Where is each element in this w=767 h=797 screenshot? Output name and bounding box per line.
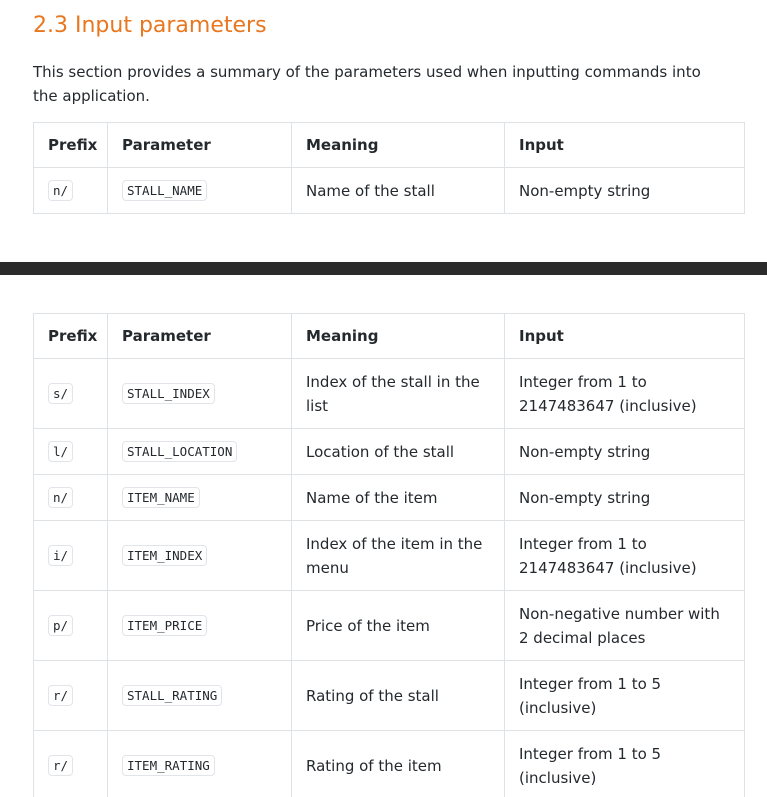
parameter-cell xyxy=(108,429,292,475)
input-cell: Non-empty string xyxy=(505,475,745,521)
meaning-cell: Index of the stall in the list xyxy=(292,359,505,429)
prefix-code: i/ xyxy=(48,545,73,566)
header-prefix: Prefix xyxy=(34,314,108,359)
meaning-cell: Name of the stall xyxy=(292,168,505,214)
parameter-cell xyxy=(108,475,292,521)
header-meaning: Meaning xyxy=(292,314,505,359)
table-row xyxy=(34,731,745,797)
prefix-cell xyxy=(34,168,108,214)
parameter-cell xyxy=(108,521,292,591)
prefix-cell xyxy=(34,475,108,521)
header-input: Input xyxy=(505,314,745,359)
input-cell: Integer from 1 to 5 (inclusive) xyxy=(505,731,745,797)
input-cell: Integer from 1 to 2147483647 (inclusive) xyxy=(505,359,745,429)
input-cell: Integer from 1 to 5 (inclusive) xyxy=(505,661,745,731)
input-cell: Non-empty string xyxy=(505,168,745,214)
table-row xyxy=(34,168,745,214)
prefix-code: s/ xyxy=(48,383,73,404)
parameter-code: ITEM_NAME xyxy=(122,487,200,508)
parameter-cell xyxy=(108,731,292,797)
parameter-cell xyxy=(108,359,292,429)
header-parameter: Parameter xyxy=(108,123,292,168)
prefix-cell xyxy=(34,591,108,661)
section-title: 2.3 Input parameters xyxy=(33,13,267,38)
header-parameter: Parameter xyxy=(108,314,292,359)
parameter-code: STALL_NAME xyxy=(122,180,207,201)
parameter-cell xyxy=(108,591,292,661)
parameter-code: ITEM_INDEX xyxy=(122,545,207,566)
parameter-cell xyxy=(108,168,292,214)
meaning-cell: Location of the stall xyxy=(292,429,505,475)
parameters-table-top xyxy=(33,122,745,214)
parameters-table-bottom xyxy=(33,313,745,797)
prefix-code: p/ xyxy=(48,615,73,636)
table-row xyxy=(34,359,745,429)
header-prefix: Prefix xyxy=(34,123,108,168)
table-row xyxy=(34,475,745,521)
section-intro: This section provides a summary of the parameters used when inputting commands into the application. xyxy=(33,63,701,105)
parameter-code: STALL_RATING xyxy=(122,685,222,706)
prefix-code: l/ xyxy=(48,441,73,462)
table-header-row xyxy=(34,123,745,168)
parameter-code: STALL_INDEX xyxy=(122,383,215,404)
prefix-code: n/ xyxy=(48,180,73,201)
parameter-code: ITEM_RATING xyxy=(122,755,215,776)
prefix-cell xyxy=(34,359,108,429)
meaning-cell: Rating of the stall xyxy=(292,661,505,731)
prefix-cell xyxy=(34,661,108,731)
meaning-cell: Price of the item xyxy=(292,591,505,661)
table-row xyxy=(34,429,745,475)
input-cell: Integer from 1 to 2147483647 (inclusive) xyxy=(505,521,745,591)
prefix-cell xyxy=(34,731,108,797)
header-meaning: Meaning xyxy=(292,123,505,168)
table-row xyxy=(34,521,745,591)
prefix-code: r/ xyxy=(48,755,73,776)
meaning-cell: Index of the item in the menu xyxy=(292,521,505,591)
prefix-code: n/ xyxy=(48,487,73,508)
parameter-cell xyxy=(108,661,292,731)
header-input: Input xyxy=(505,123,745,168)
prefix-cell xyxy=(34,429,108,475)
prefix-cell xyxy=(34,521,108,591)
section-divider xyxy=(0,262,767,275)
meaning-cell: Rating of the item xyxy=(292,731,505,797)
meaning-cell: Name of the item xyxy=(292,475,505,521)
input-cell: Non-empty string xyxy=(505,429,745,475)
parameter-code: ITEM_PRICE xyxy=(122,615,207,636)
table-header-row xyxy=(34,314,745,359)
prefix-code: r/ xyxy=(48,685,73,706)
parameter-code: STALL_LOCATION xyxy=(122,441,237,462)
input-cell: Non-negative number with 2 decimal places xyxy=(505,591,745,661)
table-row xyxy=(34,661,745,731)
table-row xyxy=(34,591,745,661)
